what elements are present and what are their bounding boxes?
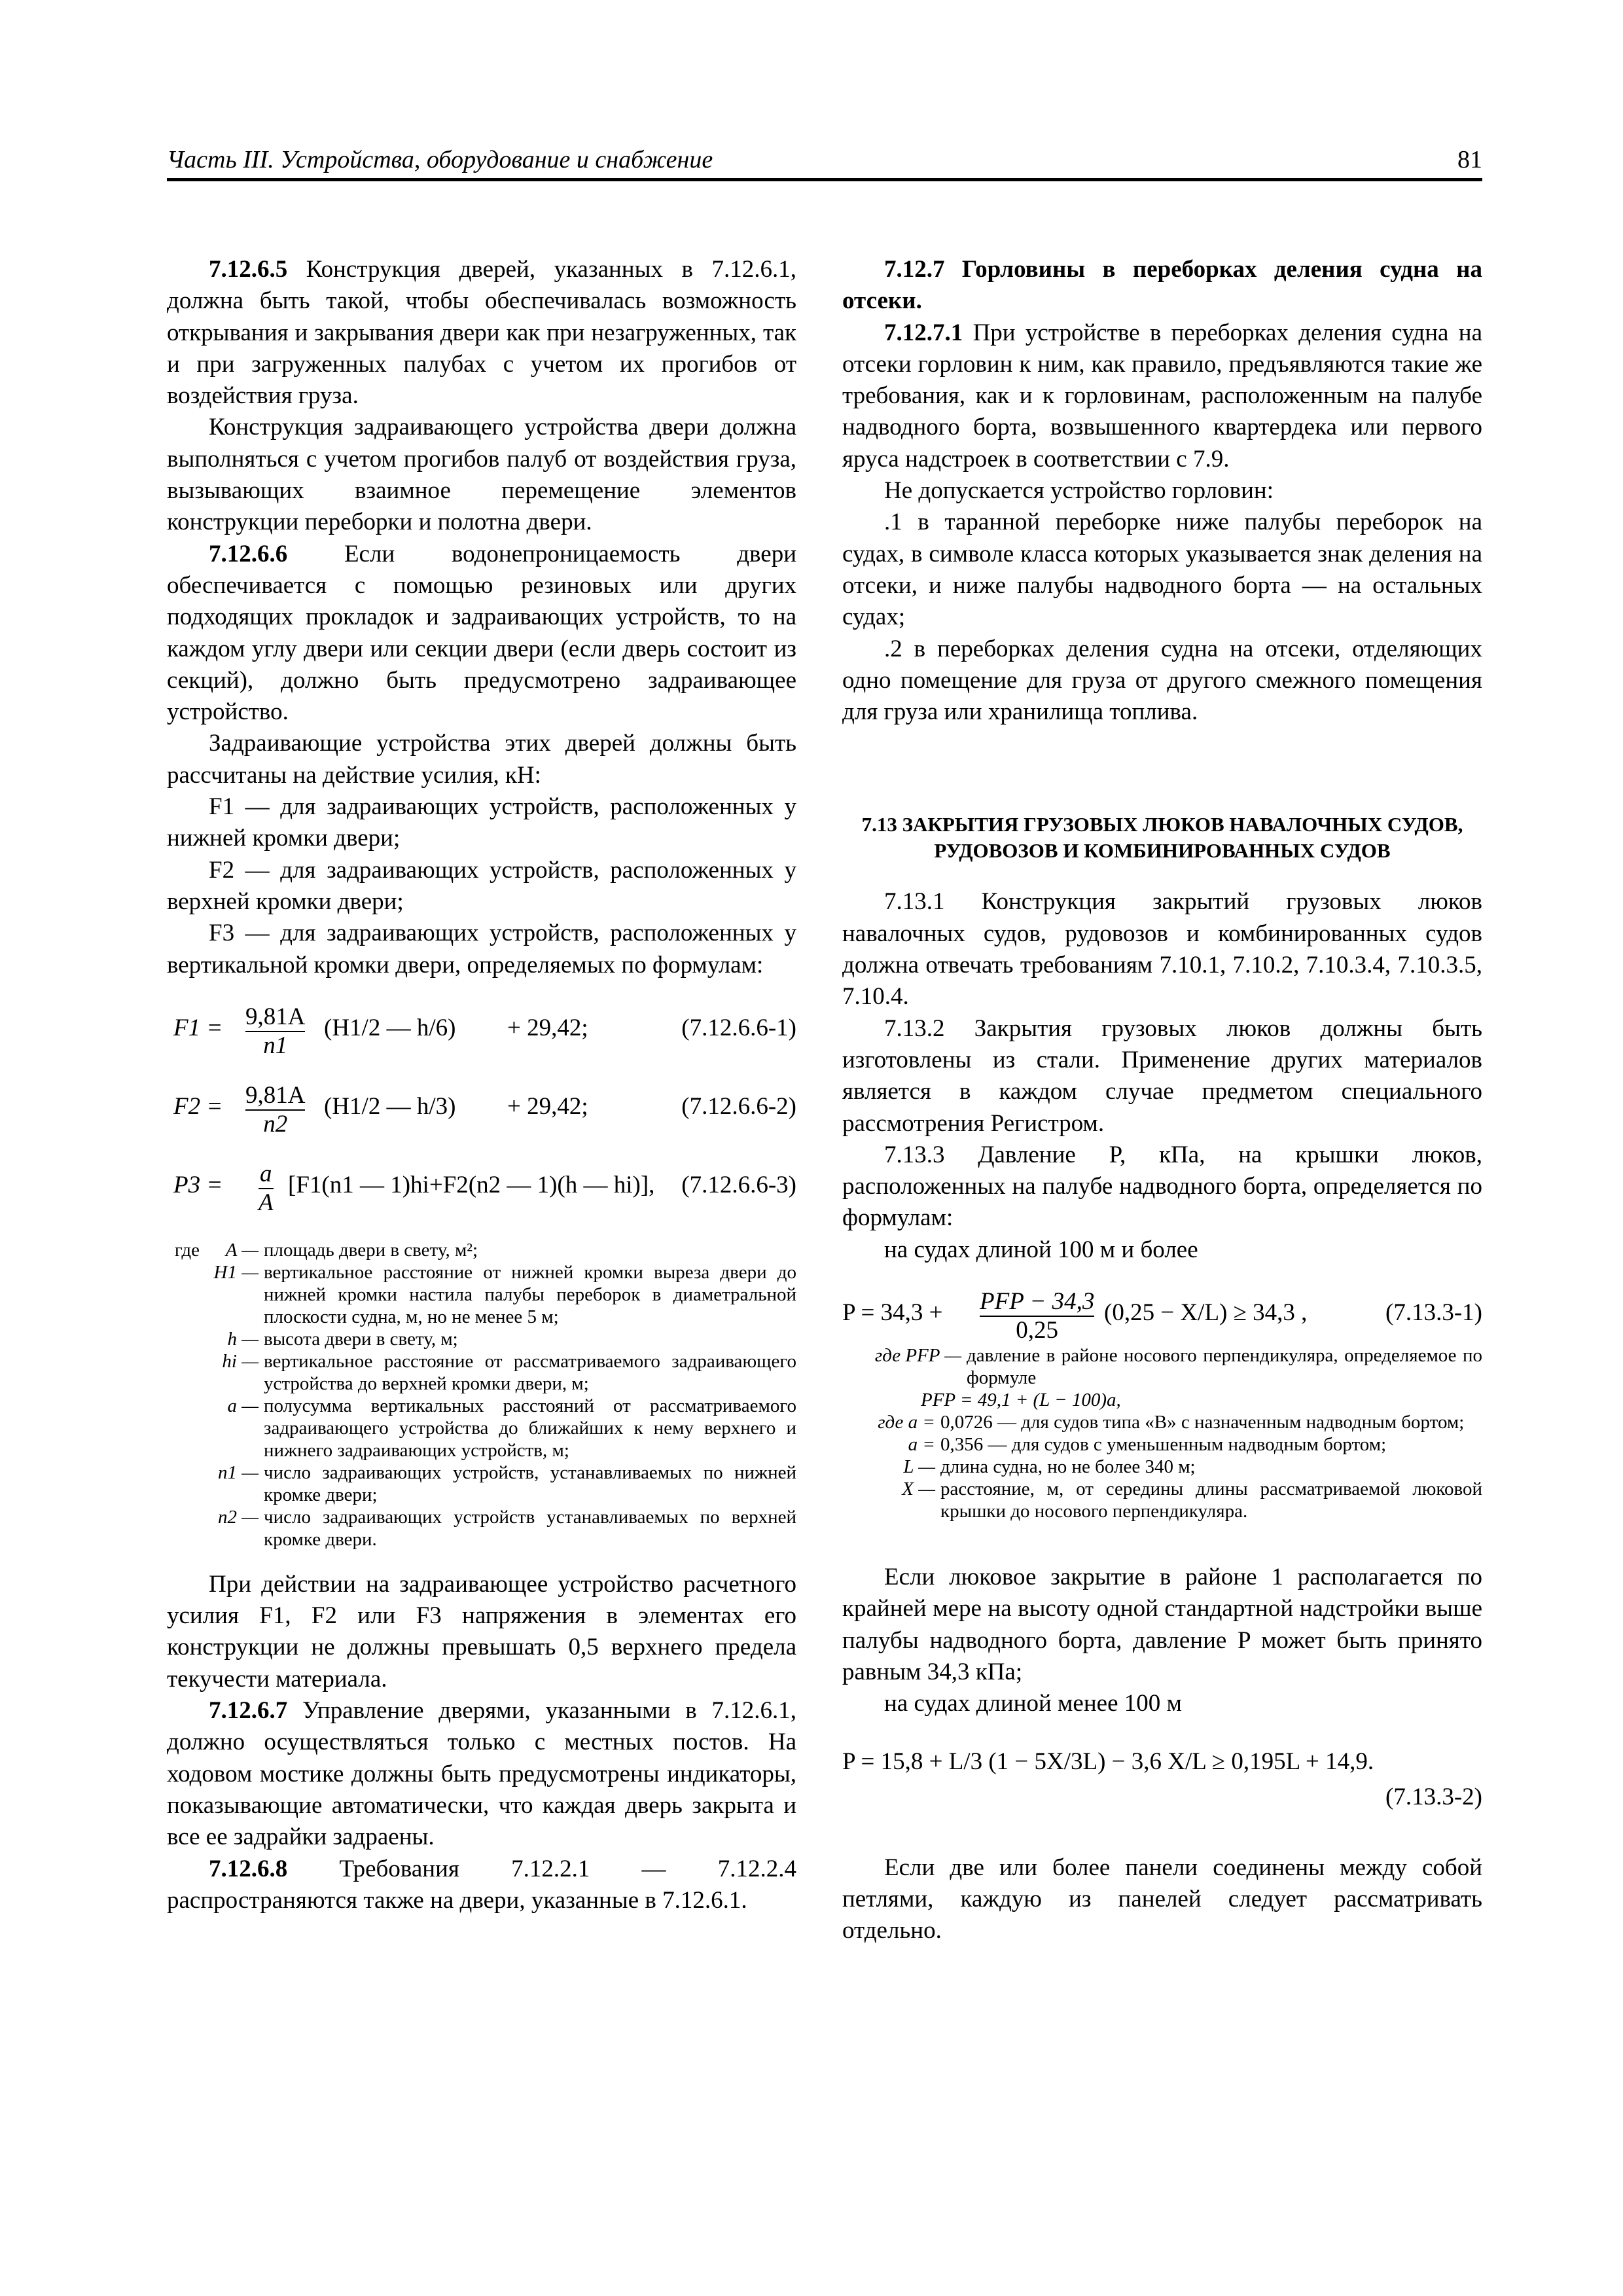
paragraph-7-13-2: 7.13.2 Закрытия грузовых люков должны быть изготовлены из стали. Применение других материалов является в каждом случае предметом специального рассмотрения Регистром.	[842, 1014, 1482, 1137]
formula-7-12-6-6-3	[167, 1160, 796, 1217]
paragraph-text: Если водонепроницаемость двери обеспечивается с помощью резиновых или других подходящих прокладок и задраивающих устройств, то на каждом углу двери или секции двери (если дверь состоит из секций), должно быть предусмотрено задраивающее устройство.	[167, 540, 796, 726]
where-text: 0,356 — для судов с уменьшенным надводным бортом;	[940, 1434, 1387, 1456]
paragraph-text: При устройстве в переборках деления судна на отсеки горловин к ним, как правило, предъявляются такие же требования, как и к горловинам, расположенным на палубе надводного борта, возвышенного квартердека или первого яруса надстроек в соответствии с 7.9.	[842, 319, 1482, 473]
paragraph-7-12-6-5	[167, 254, 796, 412]
paragraph: Конструкция задраивающего устройства двери должна выполняться с учетом прогибов палуб от воздействия груза, вызывающих взаимное перемещение элементов конструкции переборки и полотна двери.	[167, 414, 796, 536]
paragraph: Не допускается устройство горловин:	[884, 477, 1274, 505]
paragraph-7-12-6-6	[167, 539, 796, 728]
fraction-numerator: PFP − 34,3	[980, 1288, 1095, 1316]
where-text: давление в районе носового перпендикуляра, определяемое по формуле	[967, 1345, 1482, 1389]
formula-text: P = 15,8 + L/3 (1 − 5X/3L) − 3,6 X/L ≥ 0,195L + 14,9.	[842, 1748, 1374, 1775]
where-symbol: hi —	[222, 1350, 259, 1372]
formula-7-12-6-6-2	[167, 1082, 796, 1138]
where-text: полусумма вертикальных расстояний от рассматриваемого задраивающего устройства до ближайших к нему верхнего и нижнего задраивающих устройств, м;	[264, 1395, 796, 1461]
clause-number: 7.12.7	[884, 256, 945, 283]
equation-number: (7.12.6.6-2)	[681, 1092, 796, 1120]
right-column	[842, 254, 1482, 1947]
fraction-denominator: 0,25	[980, 1316, 1094, 1344]
header-rule	[167, 178, 1482, 181]
where-list-right	[842, 1344, 1482, 1522]
clause-number: 7.12.6.8	[209, 1855, 288, 1882]
where-symbol: n2 —	[217, 1506, 259, 1528]
formula-fraction	[259, 1160, 274, 1217]
section-number: 7.13	[861, 813, 897, 836]
clause-number: 7.12.7.1	[884, 319, 963, 346]
where-symbol: H1 —	[213, 1261, 259, 1283]
fraction-denominator: n1	[245, 1031, 305, 1060]
fraction-numerator: a	[260, 1160, 272, 1187]
equation-number: (7.12.6.6-1)	[681, 1014, 796, 1041]
paragraph-text: Конструкция дверей, указанных в 7.12.6.1, должна быть такой, чтобы обеспечивалась возможность открывания и закрывания двери как при незагруженных, так и при загруженных палубах с учетом их прогибов от воздействия груза.	[167, 256, 796, 410]
where-symbol: где PFP —	[874, 1345, 961, 1367]
formula-tail: + 29,42;	[507, 1014, 588, 1041]
paragraph-text: Управление дверями, указанными в 7.12.6.1, должно осуществляться только с местных постов. На ходовом мостике должны быть предусмотрены индикаторы, показывающие автоматически, что каждая дверь закрыта и все ее задрайки задраены.	[167, 1697, 796, 1851]
running-title: Часть III. Устройства, оборудование и снабжение	[167, 146, 713, 173]
paragraph: на судах длиной менее 100 м	[884, 1690, 1182, 1717]
equation-number: (7.13.3-2)	[1385, 1783, 1482, 1810]
formula-lhs: P3 =	[173, 1171, 223, 1198]
where-symbol: где a =	[878, 1412, 935, 1433]
left-column	[167, 254, 796, 1916]
paragraph-7-12-7-1	[842, 317, 1482, 475]
page-number: 81	[1457, 146, 1482, 173]
where-symbol: a =	[908, 1434, 935, 1456]
formula-7-13-3-2	[842, 1746, 1482, 1782]
clause-number: 7.12.6.7	[209, 1697, 288, 1725]
where-symbol: X —	[902, 1479, 935, 1500]
where-list	[167, 1239, 796, 1551]
formula-lhs: F1 =	[173, 1014, 223, 1041]
where-symbol: L —	[903, 1456, 935, 1478]
where-text: число задраивающих устройств, устанавливаемых по нижней кромке двери;	[264, 1462, 796, 1505]
equation-number: (7.12.6.6-3)	[681, 1171, 796, 1198]
where-symbol: n1 —	[217, 1462, 259, 1483]
formula-tail: (0,25 − X/L) ≥ 34,3 ,	[1104, 1299, 1308, 1327]
paragraph-f1-definition: F1 — для задраивающих устройств, расположенных у нижней кромки двери;	[167, 793, 796, 852]
formula-fraction	[245, 1003, 305, 1060]
page-header	[167, 145, 1482, 177]
section-title: ЗАКРЫТИЯ ГРУЗОВЫХ ЛЮКОВ НАВАЛОЧНЫХ СУДОВ, РУДОВОЗОВ И КОМБИНИРОВАННЫХ СУДОВ	[902, 813, 1463, 863]
formula-fraction	[980, 1288, 1094, 1344]
where-text: расстояние, м, от середины длины рассматриваемой люковой крышки до носового перпендикуляра.	[940, 1479, 1482, 1522]
formula-lhs: P = 34,3 +	[842, 1299, 943, 1327]
where-text: число задраивающих устройств устанавливаемых по верхней кромке двери.	[264, 1506, 796, 1550]
fraction-denominator: n2	[245, 1109, 305, 1138]
paragraph-7-12-7	[842, 254, 1482, 317]
paragraph-7-13-3: 7.13.3 Давление P, кПа, на крышки люков, расположенных на палубе надводного борта, определяется по формулам:	[842, 1141, 1482, 1232]
equation-number: (7.13.3-1)	[1385, 1299, 1482, 1327]
paragraph: Если люковое закрытие в районе 1 располагается по крайней мере на высоту одной стандартной надстройки выше палубы надводного борта, давление P может быть принято равным 34,3 кПа;	[842, 1564, 1482, 1685]
paragraph-7-12-6-7	[167, 1695, 796, 1853]
where-prefix: где	[174, 1239, 200, 1261]
paragraph: Задраивающие устройства этих дверей должны быть рассчитаны на действие усилия, кН:	[167, 730, 796, 789]
where-text: PFP = 49,1 + (L − 100)a,	[921, 1390, 1121, 1411]
list-item-2: .2 в переборках деления судна на отсеки, отделяющих одно помещение для груза от другого смежного помещения для груза или хранилища топлива.	[842, 635, 1482, 726]
formula-parenthesis: (H1/2 — h/3)	[324, 1092, 456, 1120]
where-symbol: A —	[225, 1239, 259, 1261]
paragraph: на судах длиной 100 м и более	[884, 1236, 1198, 1263]
section-heading-7-13	[842, 812, 1482, 864]
where-text: длина судна, но не более 340 м;	[940, 1456, 1196, 1478]
where-text: 0,0726 — для судов типа «B» с назначенным надводным бортом;	[940, 1412, 1465, 1433]
formula-7-13-3-1	[842, 1288, 1482, 1344]
formula-7-12-6-6-1	[167, 1003, 796, 1060]
list-item-1: .1 в таранной переборке ниже палубы переборок на судах, в символе класса которых указывается знак деления на отсеки, и ниже палубы надводного борта — на остальных судах;	[842, 509, 1482, 631]
where-text: вертикальное расстояние от рассматриваемого задраивающего устройства до верхней кромки двери, м;	[264, 1350, 796, 1394]
fraction-denominator: A	[259, 1189, 274, 1216]
formula-tail: [F1(n1 — 1)hi+F2(n2 — 1)(h — hi)],	[288, 1171, 655, 1198]
fraction-numerator: 9,81A	[245, 1003, 306, 1030]
paragraph-7-13-1: 7.13.1 Конструкция закрытий грузовых люков навалочных судов, рудовозов и комбинированных судов должна отвечать требованиям 7.10.1, 7.10.2, 7.10.3.4, 7.10.3.5, 7.10.4.	[842, 888, 1482, 1011]
where-symbol: h —	[227, 1328, 259, 1350]
fraction-numerator: 9,81A	[245, 1081, 306, 1109]
formula-lhs: F2 =	[173, 1092, 223, 1120]
paragraph: Если две или более панели соединены между собой петлями, каждую из панелей следует рассматривать отдельно.	[842, 1854, 1482, 1945]
paragraph: При действии на задраивающее устройство расчетного усилия F1, F2 или F3 напряжения в элементах его конструкции не должны превышать 0,5 верхнего предела текучести материала.	[167, 1570, 796, 1693]
formula-parenthesis: (H1/2 — h/6)	[324, 1014, 456, 1041]
paragraph-f3-definition: F3 — для задраивающих устройств, расположенных у вертикальной кромки двери, определяемых по формулам:	[167, 920, 796, 978]
paragraph-f2-definition: F2 — для задраивающих устройств, расположенных у верхней кромки двери;	[167, 856, 796, 915]
where-text: площадь двери в свету, м²;	[264, 1239, 478, 1261]
where-text: высота двери в свету, м;	[264, 1328, 458, 1350]
formula-tail: + 29,42;	[507, 1092, 588, 1120]
where-text: вертикальное расстояние от нижней кромки выреза двери до нижней кромки настила палубы переборок в диаметральной плоскости судна, м, но не менее 5 м;	[264, 1261, 796, 1327]
clause-number: 7.12.6.5	[209, 256, 288, 283]
clause-number: 7.12.6.6	[209, 540, 288, 567]
formula-fraction	[245, 1082, 305, 1138]
paragraph-text: Горловины в переборках деления судна на отсеки.	[842, 256, 1482, 315]
paragraph-7-12-6-8	[167, 1854, 796, 1917]
paragraph-text: Требования 7.12.2.1 — 7.12.2.4 распространяются также на двери, указанные в 7.12.6.1.	[167, 1855, 796, 1914]
where-symbol: a —	[227, 1395, 259, 1416]
